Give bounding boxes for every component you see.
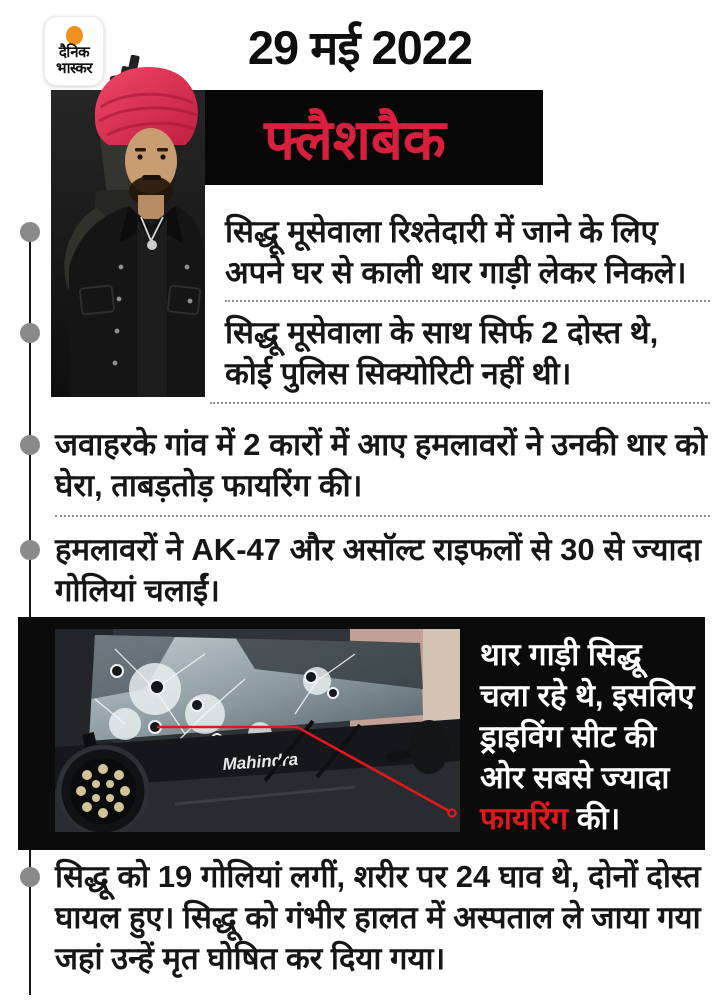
timeline-item-4: हमलावरों ने AK-47 और असॉल्ट राइफलों से 30 से ज्यादा गोलियां चलाईं। xyxy=(55,532,701,608)
caption-tail: की। xyxy=(568,801,621,836)
timeline-bullet xyxy=(20,867,40,887)
timeline-item-5: सिद्धू को 19 गोलियां लगीं, शरीर पर 24 घाव थे, दोनों दोस्त घायल हुए। सिद्धू को गंभीर हालत में अस्पताल ले जाया गया जहां उन्हें मृत घोषित कर दिया गया। xyxy=(55,859,701,976)
dotted-divider xyxy=(225,300,710,302)
caption-line xyxy=(480,798,702,839)
firing-highlight: फायरिंग xyxy=(480,801,569,836)
logo-sun-icon xyxy=(66,26,83,45)
timeline-item-1: सिद्धू मूसेवाला रिश्तेदारी में जाने के लिए अपने घर से काली थार गाड़ी लेकर निकले। xyxy=(225,214,687,290)
timeline-bullet xyxy=(20,222,40,242)
flashback-title: फ्लैशबैक xyxy=(264,107,446,171)
timeline-bullet xyxy=(20,435,40,455)
dainik-bhaskar-logo xyxy=(44,16,104,86)
date-headline: 29 मई 2022 xyxy=(247,21,473,74)
logo-text-line2: भास्कर xyxy=(56,60,92,77)
timeline-bullet xyxy=(20,323,40,343)
timeline-item-3: जवाहरके गांव में 2 कारों में आए हमलावरों ने उनकी थार को घेरा, ताबड़तोड़ फायरिंग की। xyxy=(55,427,707,503)
logo-text-line1: दैनिक xyxy=(58,44,90,61)
timeline-item-2: सिद्धू मूसेवाला के साथ सिर्फ 2 दोस्त थे, कोई पुलिस सिक्योरिटी नहीं थी। xyxy=(225,315,659,391)
sidhu-moosewala-photo xyxy=(51,55,205,397)
timeline-bullet xyxy=(20,540,40,560)
thar-windshield-photo xyxy=(55,629,460,832)
vehicle-brand-label: Mahindra xyxy=(221,749,299,774)
attack-caption xyxy=(480,634,702,839)
dotted-divider xyxy=(210,402,710,404)
dotted-divider xyxy=(55,515,710,517)
caption-line: ओर सबसे ज्यादा xyxy=(480,760,670,795)
caption-line: चला रहे थे, इसलिए xyxy=(480,678,695,713)
caption-line: थार गाड़ी सिद्धू xyxy=(480,637,642,672)
attack-section xyxy=(18,617,705,850)
caption-line: ड्राइविंग सीट की xyxy=(480,719,657,754)
